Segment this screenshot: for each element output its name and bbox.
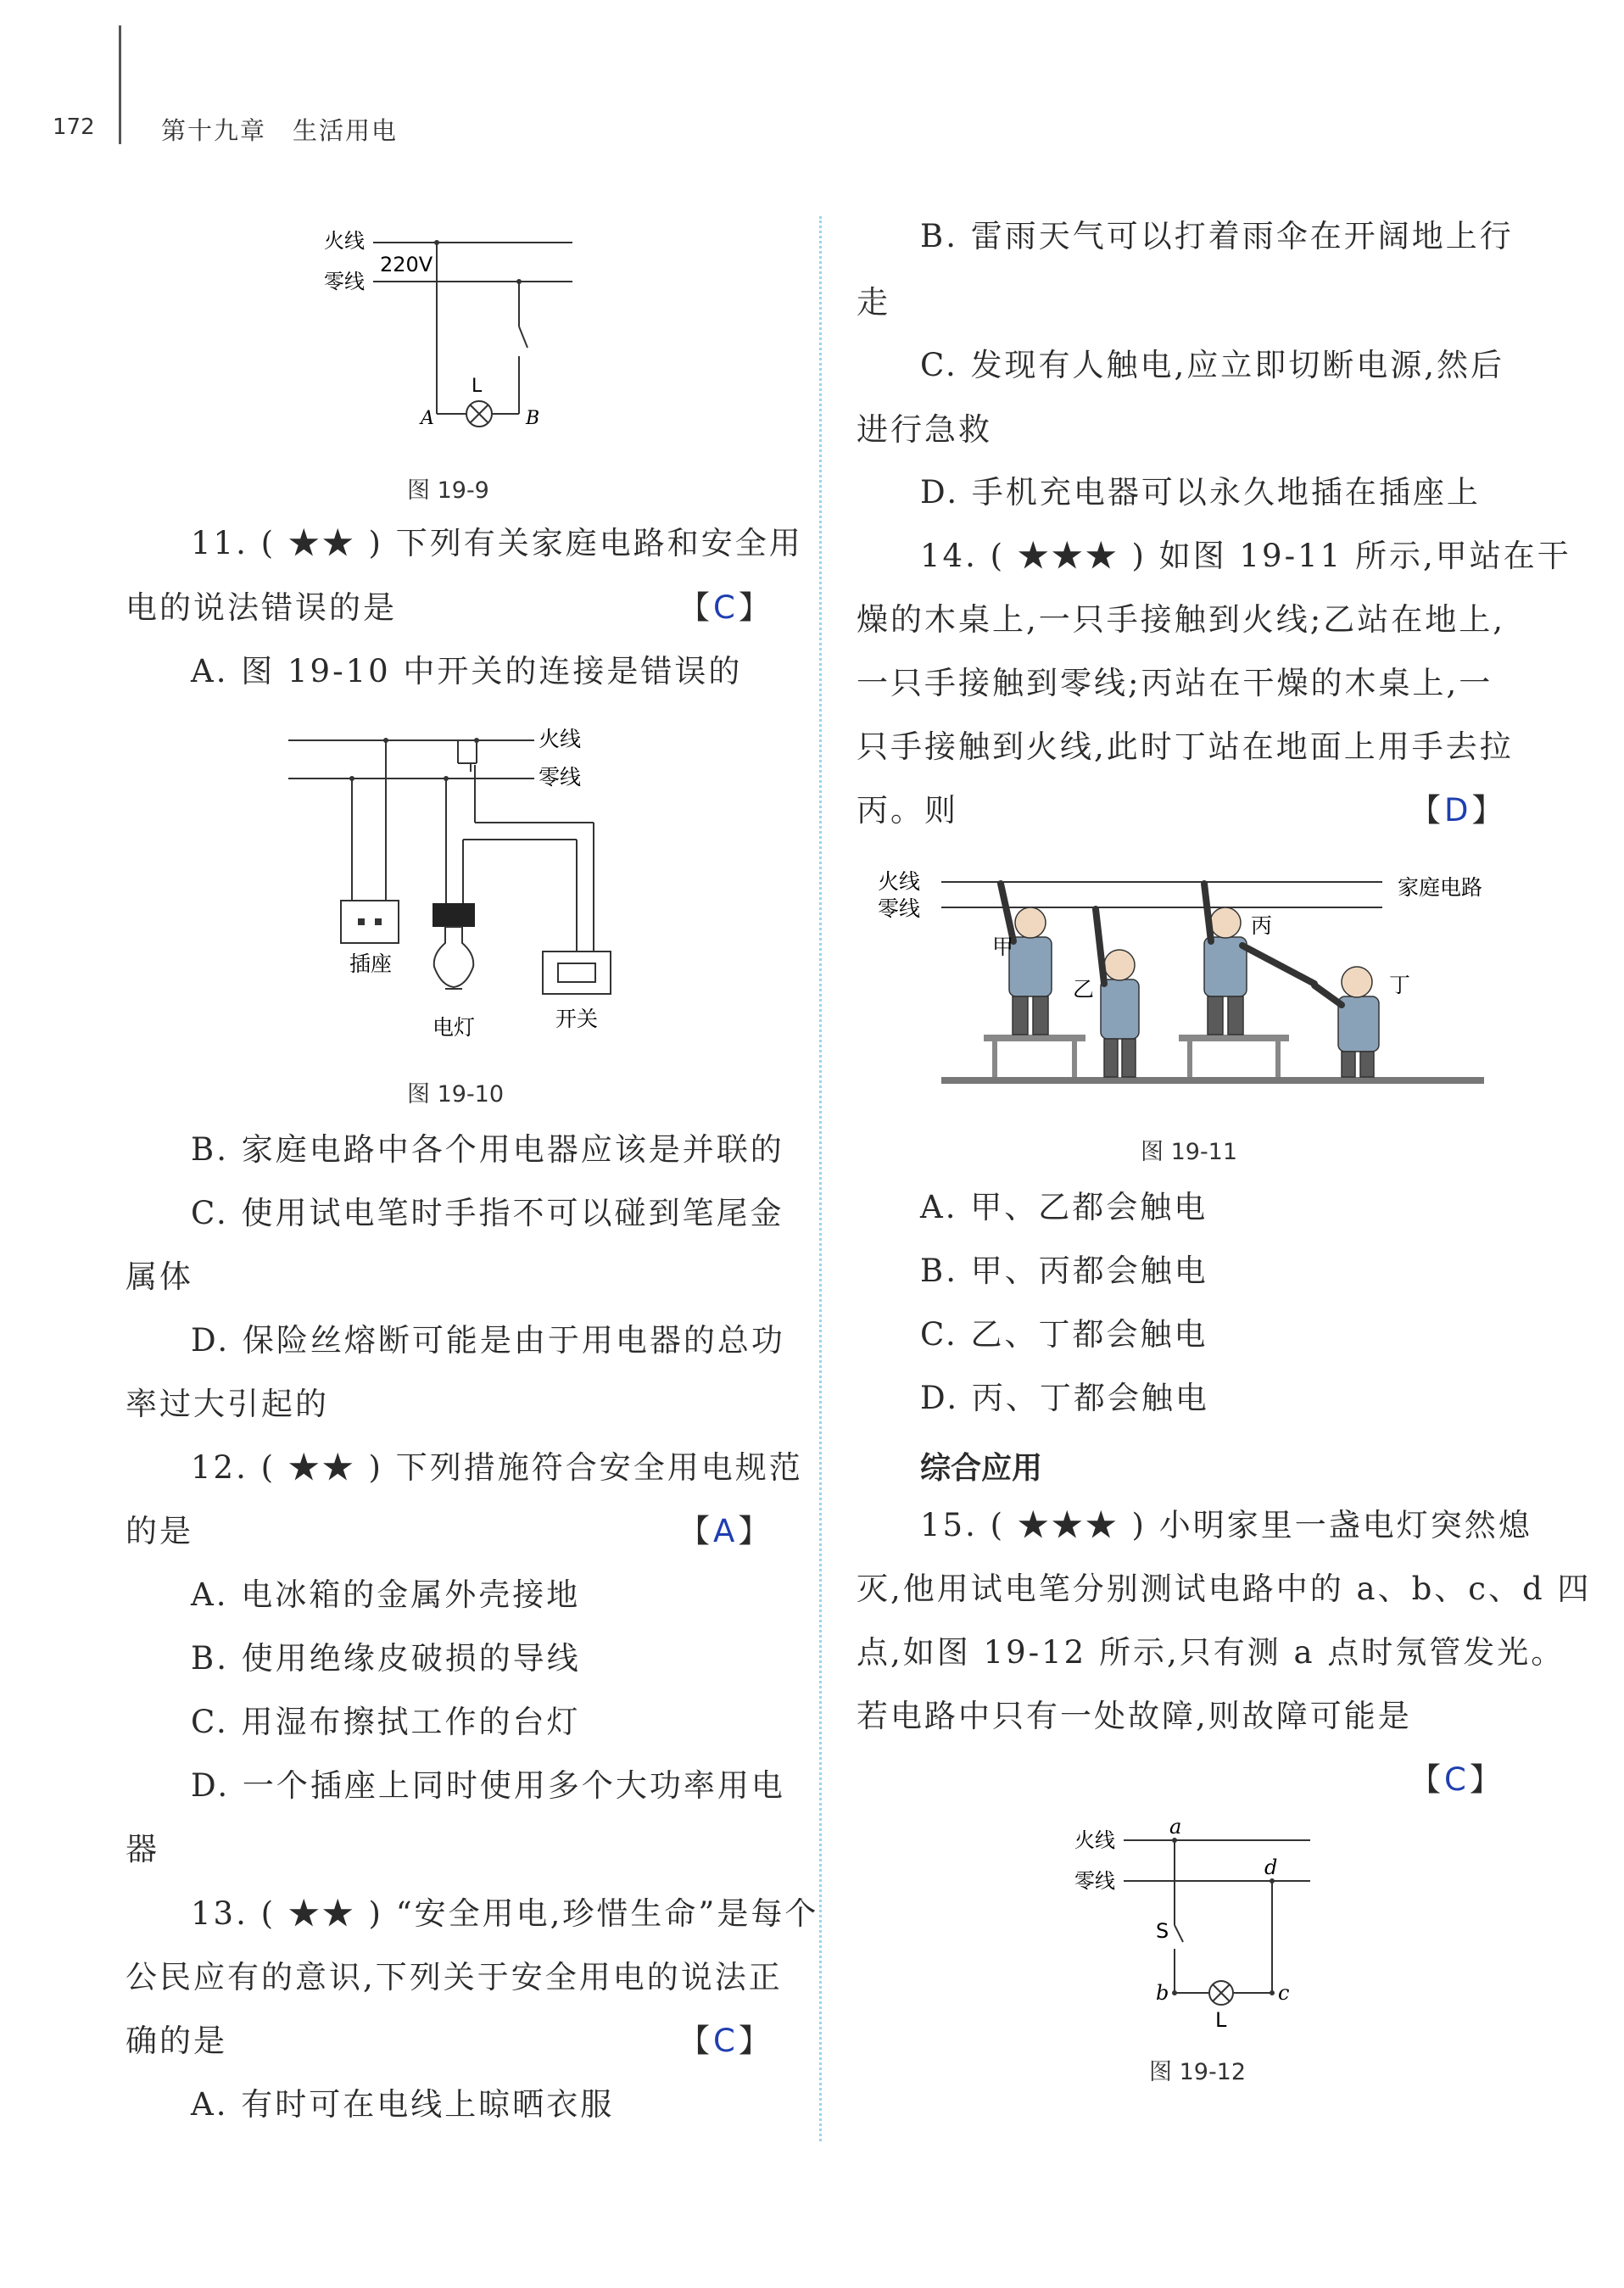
q15-stem-2: 灭,他用试电笔分别测试电路中的 a、b、c、d 四 [857, 1571, 1592, 1607]
fig-19-9-caption: 图 19-9 [407, 477, 489, 504]
fig10-live-label: 火线 [539, 727, 582, 751]
figure-19-9 [314, 220, 585, 441]
q15-stem-1: 15. ( ★★★ ) 小明家里一盏电灯突然熄 [920, 1507, 1532, 1543]
fig12-point-b: b [1156, 1981, 1169, 2005]
fig10-neutral-label: 零线 [539, 765, 582, 790]
fig9-point-a: A [421, 408, 434, 429]
q12-option-d-2: 器 [126, 1831, 159, 1867]
fig10-socket-label: 插座 [349, 951, 393, 976]
fig12-point-a: a [1169, 1815, 1182, 1839]
q11-option-d-2: 率过大引起的 [126, 1386, 329, 1422]
fig11-circuit-label: 家庭电路 [1398, 875, 1483, 900]
section-title: 综合应用 [920, 1451, 1043, 1486]
page-number: 172 [53, 114, 95, 140]
q13-option-b-1: B. 雷雨天气可以打着雨伞在开阔地上行 [920, 218, 1514, 254]
fig9-lamp-label: L [472, 376, 483, 397]
q11-option-b: B. 家庭电路中各个用电器应该是并联的 [191, 1131, 784, 1168]
fig9-point-b: B [526, 408, 540, 429]
q13-answer: 【C】 [678, 2023, 773, 2059]
q12-answer: 【A】 [678, 1513, 773, 1549]
q13-option-c-1: C. 发现有人触电,应立即切断电源,然后 [920, 347, 1505, 383]
fig12-point-c: c [1278, 1981, 1290, 2005]
fig11-neutral-label: 零线 [878, 896, 921, 921]
fig11-person-yi: 乙 [1073, 977, 1095, 1002]
figure-19-11 [873, 857, 1518, 1102]
q13-option-a: A. 有时可在电线上晾晒衣服 [191, 2086, 615, 2123]
q12-stem-1: 12. ( ★★ ) 下列措施符合安全用电规范 [191, 1449, 803, 1486]
q11-stem-1: 11. ( ★★ ) 下列有关家庭电路和安全用 [191, 525, 803, 561]
q11-option-d-1: D. 保险丝熔断可能是由于用电器的总功 [191, 1322, 785, 1359]
q13-option-b-2: 走 [857, 284, 890, 321]
fig9-voltage-label: 220V [380, 253, 433, 276]
q12-option-c: C. 用湿布擦拭工作的台灯 [191, 1704, 581, 1740]
q12-option-a: A. 电冰箱的金属外壳接地 [191, 1576, 581, 1613]
q13-option-c-2: 进行急救 [857, 411, 992, 448]
q12-option-b: B. 使用绝缘皮破损的导线 [191, 1640, 581, 1677]
q13-stem-3: 确的是 [126, 2023, 227, 2059]
fig11-person-ding: 丁 [1389, 973, 1411, 997]
q15-stem-3: 点,如图 19-12 所示,只有测 a 点时氖管发光。 [857, 1634, 1565, 1671]
q12-option-d-1: D. 一个插座上同时使用多个大功率用电 [191, 1767, 785, 1804]
q14-option-d: D. 丙、丁都会触电 [920, 1380, 1209, 1416]
fig9-neutral-label: 零线 [324, 270, 365, 293]
fig-19-10-caption: 图 19-10 [407, 1081, 505, 1108]
fig10-lamp-label: 电灯 [433, 1015, 476, 1040]
fig12-lamp-label: L [1215, 2008, 1227, 2032]
q11-stem-2: 电的说法错误的是 [126, 589, 397, 626]
q11-answer: 【C】 [678, 589, 773, 626]
q14-stem-4: 只手接触到火线,此时丁站在地面上用手去拉 [857, 728, 1514, 765]
q13-stem-1: 13. ( ★★ ) “安全用电,珍惜生命”是每个 [191, 1895, 819, 1932]
q14-stem-2: 燥的木桌上,一只手接触到火线;乙站在地上, [857, 601, 1505, 638]
q12-stem-2: 的是 [126, 1513, 193, 1549]
fig11-live-label: 火线 [878, 869, 921, 894]
fig9-live-label: 火线 [324, 229, 365, 253]
q14-stem-3: 一只手接触到零线;丙站在干燥的木桌上,一 [857, 665, 1493, 701]
fig12-neutral-label: 零线 [1074, 1869, 1115, 1893]
figure-19-12 [1073, 1815, 1327, 2035]
q13-stem-2: 公民应有的意识,下列关于安全用电的说法正 [126, 1959, 783, 1995]
q14-answer: 【D】 [1409, 792, 1507, 829]
q14-stem-5: 丙。则 [857, 792, 958, 829]
header-divider [119, 25, 121, 144]
q15-answer: 【C】 [1409, 1761, 1504, 1798]
q14-stem-1: 14. ( ★★★ ) 如图 19-11 所示,甲站在干 [920, 538, 1571, 574]
fig11-person-bing: 丙 [1251, 913, 1273, 938]
chapter-title: 第十九章 生活用电 [161, 116, 399, 145]
q13-option-d: D. 手机充电器可以永久地插在插座上 [920, 474, 1481, 511]
q14-option-b: B. 甲、丙都会触电 [920, 1253, 1208, 1289]
q15-stem-4: 若电路中只有一处故障,则故障可能是 [857, 1698, 1412, 1734]
fig-19-12-caption: 图 19-12 [1149, 2059, 1247, 2085]
fig-19-11-caption: 图 19-11 [1141, 1139, 1238, 1165]
fig12-live-label: 火线 [1074, 1828, 1115, 1852]
q14-option-c: C. 乙、丁都会触电 [920, 1316, 1208, 1353]
column-divider [819, 216, 822, 2141]
q11-option-c-1: C. 使用试电笔时手指不可以碰到笔尾金 [191, 1195, 784, 1231]
q11-option-c-2: 属体 [126, 1258, 193, 1295]
q11-option-a: A. 图 19-10 中开关的连接是错误的 [191, 653, 743, 689]
fig11-person-jia: 甲 [992, 935, 1014, 959]
fig10-switch-label: 开关 [555, 1007, 599, 1031]
fig12-point-d: d [1264, 1856, 1278, 1879]
figure-19-10 [280, 712, 636, 1052]
fig12-switch-label: S [1156, 1919, 1169, 1943]
q14-option-a: A. 甲、乙都会触电 [920, 1189, 1208, 1225]
